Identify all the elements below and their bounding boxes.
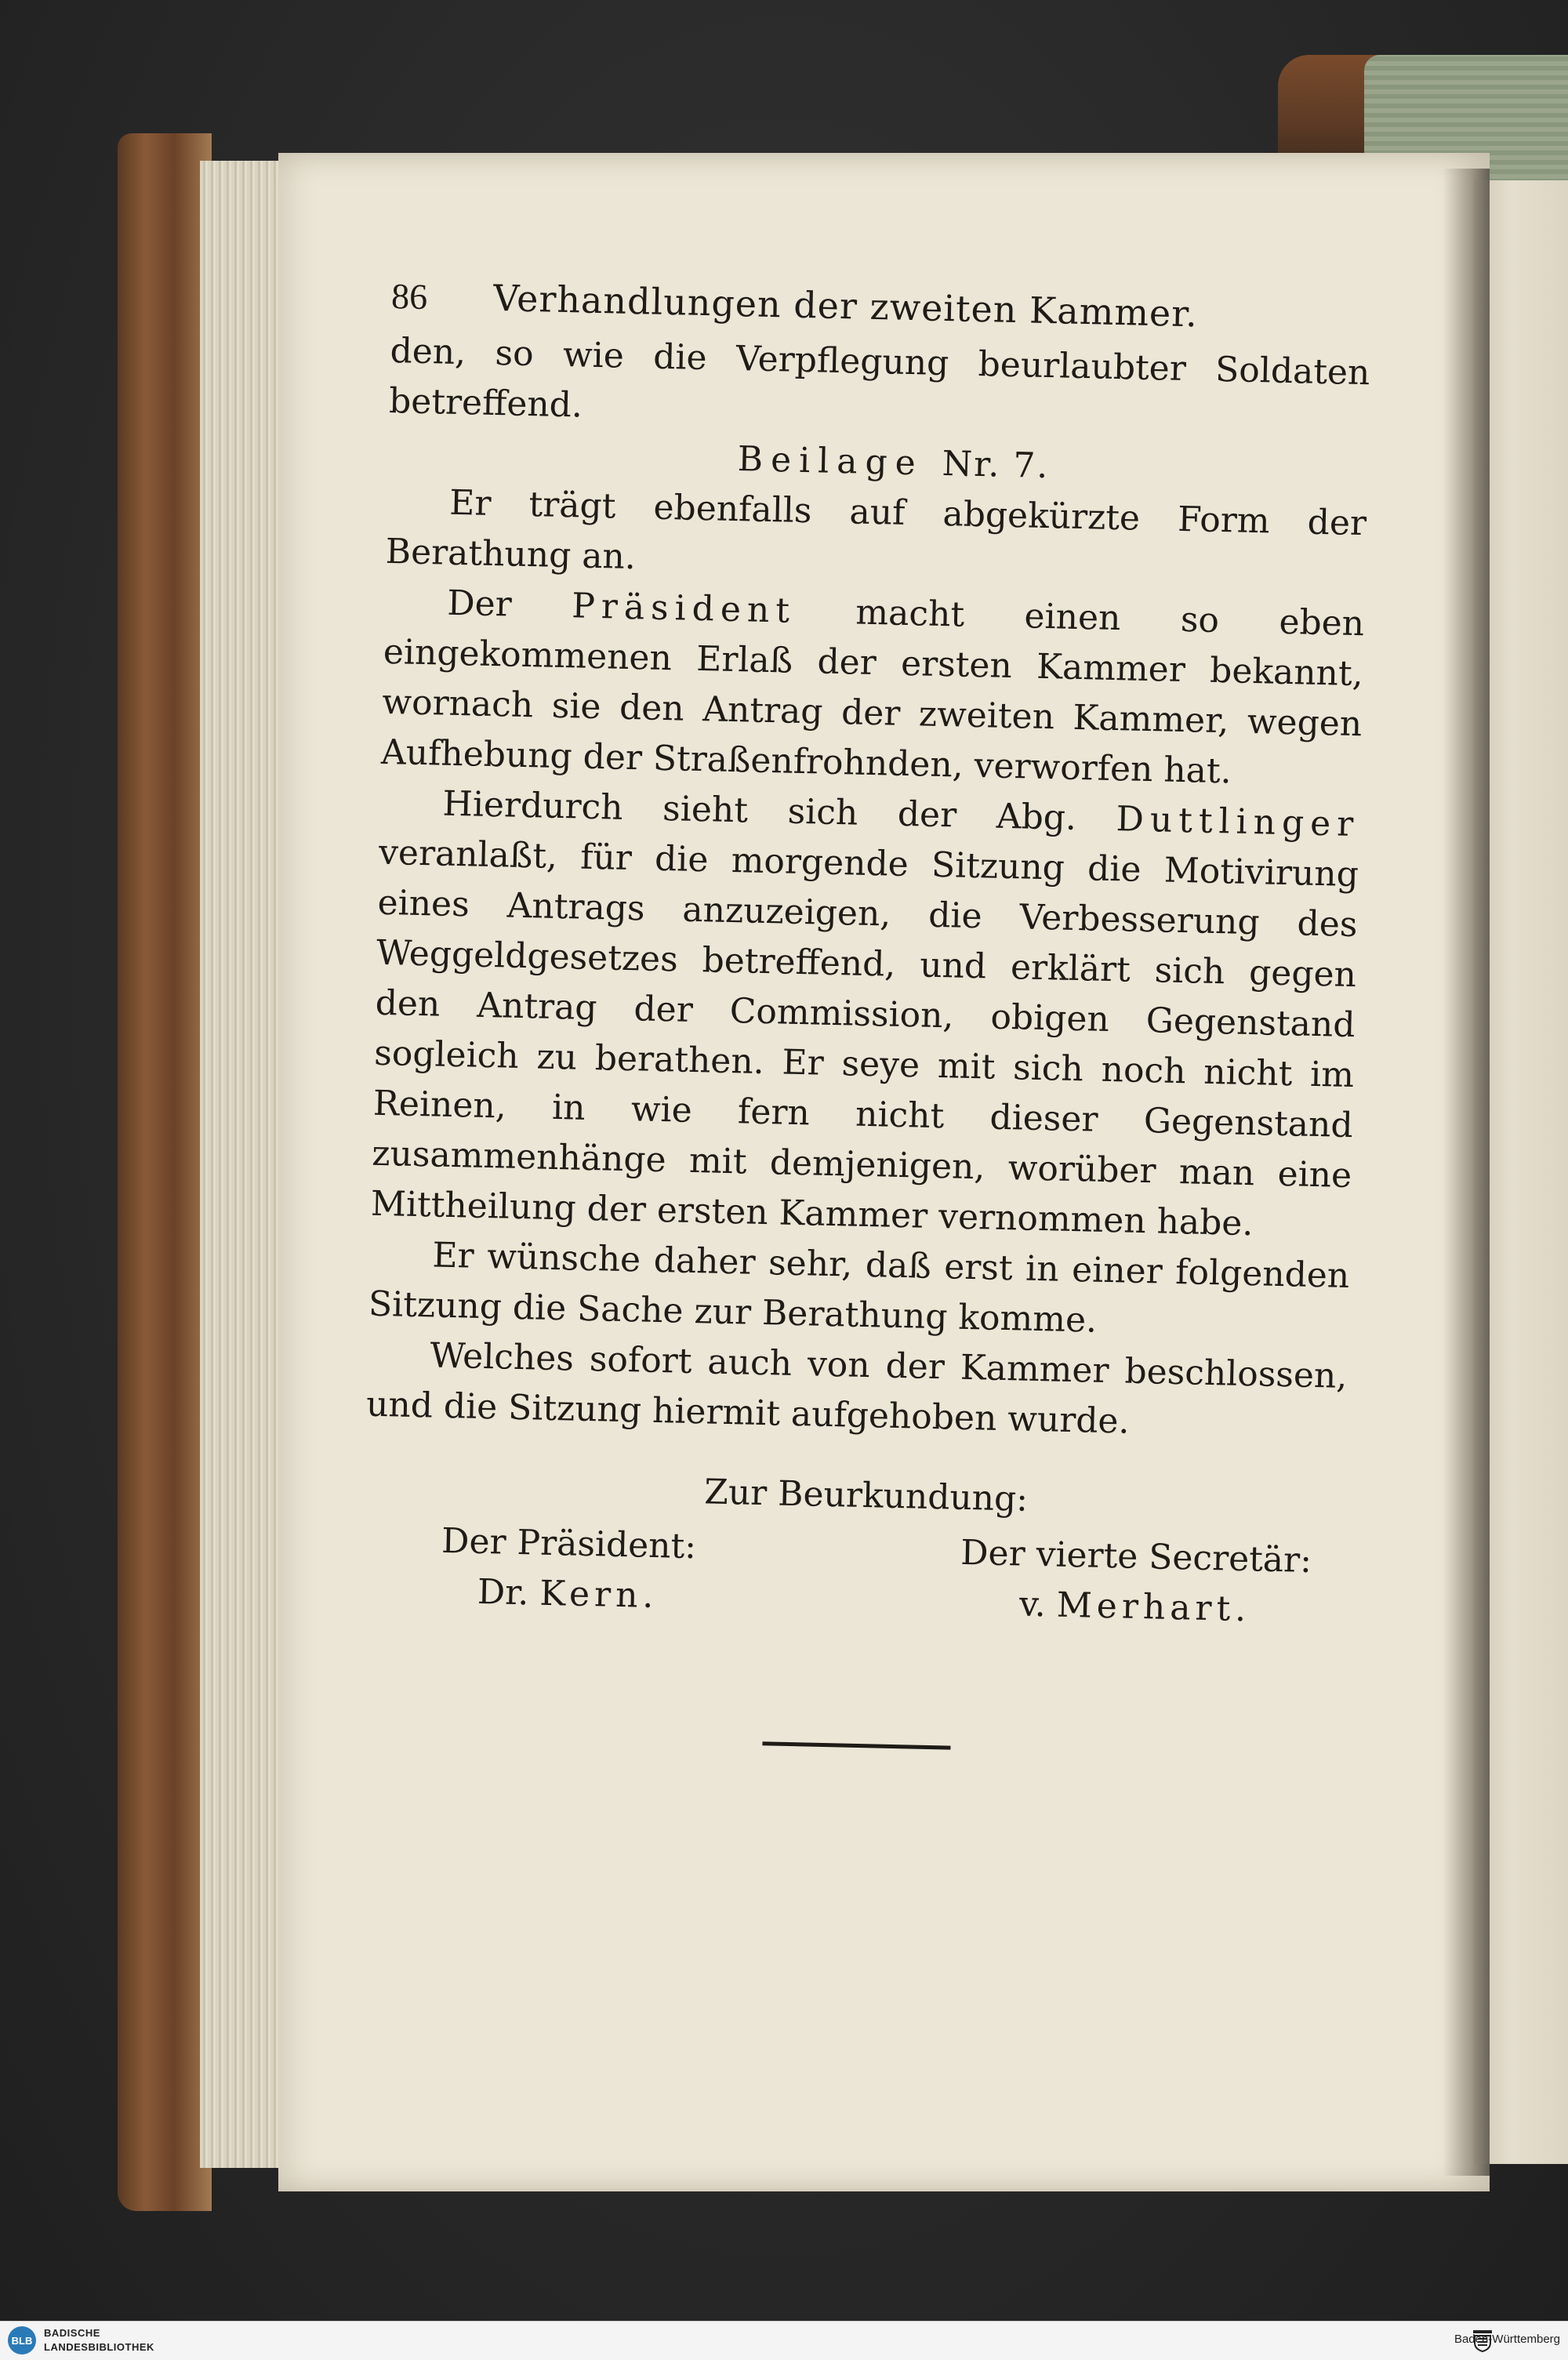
page-stack-edge bbox=[200, 161, 286, 2168]
signature-secretary bbox=[959, 1528, 1312, 1636]
signature-name-line bbox=[959, 1578, 1311, 1636]
paragraph-schluss: Welches sofort auch von der Kammer beschlossen, und die Sitzung hiermit aufgehoben wurde. bbox=[365, 1335, 1348, 1442]
blb-label-line2: LANDESBIBLIOTHEK bbox=[44, 2341, 154, 2353]
signature-block bbox=[361, 1515, 1344, 1637]
blb-logo-icon[interactable]: BLB bbox=[8, 2326, 36, 2355]
certification-line: Zur Beurkundung: bbox=[703, 1472, 1029, 1519]
paragraph-continuation: den, so wie die Verpflegung beurlaubter Soldaten betreffend. bbox=[388, 330, 1370, 426]
spaced-name-duttlinger: Duttlinger bbox=[1116, 799, 1360, 845]
text-fragment: Hierdurch sieht sich der Abg. bbox=[442, 783, 1077, 838]
paragraph-duttlinger bbox=[370, 778, 1360, 1251]
signature-role: Der Präsident: bbox=[441, 1520, 697, 1567]
paragraph-beilage: Er trägt ebenfalls auf abgekürzte Form der Berathung an. bbox=[385, 482, 1367, 578]
page-text bbox=[359, 270, 1372, 1759]
baden-wuerttemberg-label[interactable]: Baden-Württemberg bbox=[1454, 2333, 1560, 2346]
blb-label[interactable] bbox=[44, 2326, 154, 2355]
footer-bar bbox=[0, 2321, 1568, 2360]
page-number: 86 bbox=[390, 275, 428, 318]
page-gutter bbox=[1443, 169, 1490, 2176]
signature-name: Kern. bbox=[539, 1573, 659, 1617]
signature-name-line bbox=[440, 1567, 695, 1622]
signature-title: Dr. bbox=[477, 1571, 529, 1614]
paragraph-wunsch: Er wünsche daher sehr, daß erst in einer folgenden Sitzung die Sache zur Berathung komme. bbox=[368, 1235, 1350, 1341]
text-fragment: macht einen so eben eingekommenen Erlaß der ersten Kammer bekannt, wornach sie den Antrag der zweiten Kammer, wegen Aufhebung der Straßenfrohnden, verworfen hat. bbox=[380, 592, 1365, 792]
text-fragment: veranlaßt, für die morgende Sitzung die Motivirung eines Antrags anzuzeigen, die Verbesserung des Weggeldgesetzes betreffend, und erklärt sich gegen den Antrag der Commission, obigen Gegenstand sogleich zu berathen. Er seye mit sich noch nicht im Reinen, in wie fern nicht dieser Gegenstand zusammenhänge mit demjenigen, worüber man eine Mittheilung der ersten Kammer vernommen habe. bbox=[370, 832, 1359, 1244]
beilage-heading-number: Nr. 7. bbox=[942, 443, 1050, 487]
blb-label-line1: BADISCHE bbox=[44, 2327, 100, 2339]
text-fragment: Der bbox=[446, 583, 513, 625]
signature-president bbox=[440, 1516, 697, 1622]
spaced-name-praesident: Präsident bbox=[571, 586, 797, 631]
signature-name: Merhart. bbox=[1056, 1585, 1251, 1630]
signature-role: Der vierte Secretär: bbox=[960, 1532, 1312, 1581]
signature-title: v. bbox=[1018, 1584, 1047, 1625]
book-cover-edge bbox=[118, 133, 212, 2211]
running-title: Verhandlungen der zweiten Kammer. bbox=[492, 276, 1199, 336]
paragraph-praesident bbox=[380, 577, 1364, 800]
beilage-heading-word: Beilage bbox=[737, 439, 924, 484]
